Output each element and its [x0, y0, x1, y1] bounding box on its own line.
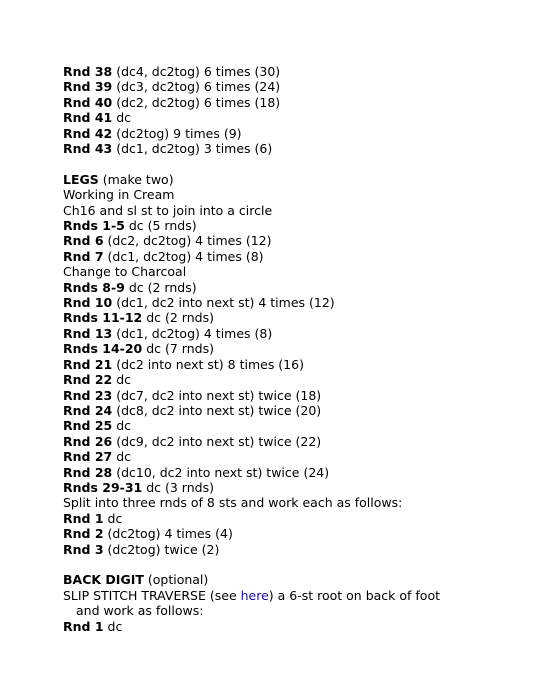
- pattern-line: Split into three rnds of 8 sts and work each as follows:: [63, 495, 403, 511]
- pattern-line: Rnd 10 (dc1, dc2 into next st) 4 times (12): [63, 295, 335, 311]
- spacer: [63, 557, 503, 572]
- pattern-line: Rnd 38 (dc4, dc2tog) 6 times (30): [63, 64, 281, 79]
- pattern-line: Rnd 26 (dc9, dc2 into next st) twice (22): [63, 433, 322, 449]
- spacer: [63, 156, 503, 171]
- pattern-line: Rnd 13 (dc1, dc2tog) 4 times (8): [63, 325, 273, 341]
- pattern-line: Rnd 25 dc: [63, 418, 131, 434]
- pattern-document: [63, 64, 503, 634]
- body-decrease-section: [63, 64, 503, 156]
- traverse-continuation: and work as follows:: [76, 603, 204, 619]
- pattern-line: Rnd 42 (dc2tog) 9 times (9): [63, 125, 242, 141]
- legs-section: [63, 172, 503, 557]
- pattern-line: Rnd 1 dc: [63, 510, 123, 526]
- pattern-line: Rnd 22 dc: [63, 372, 131, 388]
- pattern-line: Rnd 1 dc: [63, 618, 123, 634]
- pattern-line: Rnds 14-20 dc (7 rnds): [63, 341, 214, 357]
- here-link[interactable]: here: [240, 587, 269, 603]
- pattern-line: Rnd 41 dc: [63, 110, 131, 126]
- pattern-line: Rnd 43 (dc1, dc2tog) 3 times (6): [63, 141, 273, 157]
- pattern-line: Rnd 7 (dc1, dc2tog) 4 times (8): [63, 248, 264, 264]
- pattern-line: Rnd 6 (dc2, dc2tog) 4 times (12): [63, 233, 272, 249]
- pattern-line: Rnd 28 (dc10, dc2 into next st) twice (24): [63, 464, 330, 480]
- pattern-line: Rnd 27 dc: [63, 449, 131, 465]
- section-heading-back-digit: BACK DIGIT (optional): [63, 572, 209, 588]
- pattern-line: Rnd 40 (dc2, dc2tog) 6 times (18): [63, 94, 281, 110]
- pattern-line: Rnds 1-5 dc (5 rnds): [63, 218, 197, 234]
- pattern-line: Rnd 23 (dc7, dc2 into next st) twice (18): [63, 387, 322, 403]
- pattern-line: Rnds 29-31 dc (3 rnds): [63, 479, 214, 495]
- section-heading-legs: LEGS (make two): [63, 171, 174, 187]
- pattern-line: Rnds 8-9 dc (2 rnds): [63, 279, 197, 295]
- pattern-line: Working in Cream: [63, 187, 175, 203]
- pattern-line: Rnd 21 (dc2 into next st) 8 times (16): [63, 356, 304, 372]
- back-digit-section: [63, 572, 503, 634]
- pattern-line: Change to Charcoal: [63, 264, 187, 280]
- pattern-line: Rnds 11-12 dc (2 rnds): [63, 310, 214, 326]
- pattern-line: Rnd 2 (dc2tog) 4 times (4): [63, 526, 233, 542]
- pattern-line: Rnd 39 (dc3, dc2tog) 6 times (24): [63, 79, 281, 95]
- pattern-line: Rnd 24 (dc8, dc2 into next st) twice (20): [63, 402, 322, 418]
- traverse-instruction: SLIP STITCH TRAVERSE (see here) a 6-st root on back of foot: [63, 587, 440, 603]
- pattern-line: Ch16 and sl st to join into a circle: [63, 202, 273, 218]
- pattern-line: Rnd 3 (dc2tog) twice (2): [63, 541, 220, 557]
